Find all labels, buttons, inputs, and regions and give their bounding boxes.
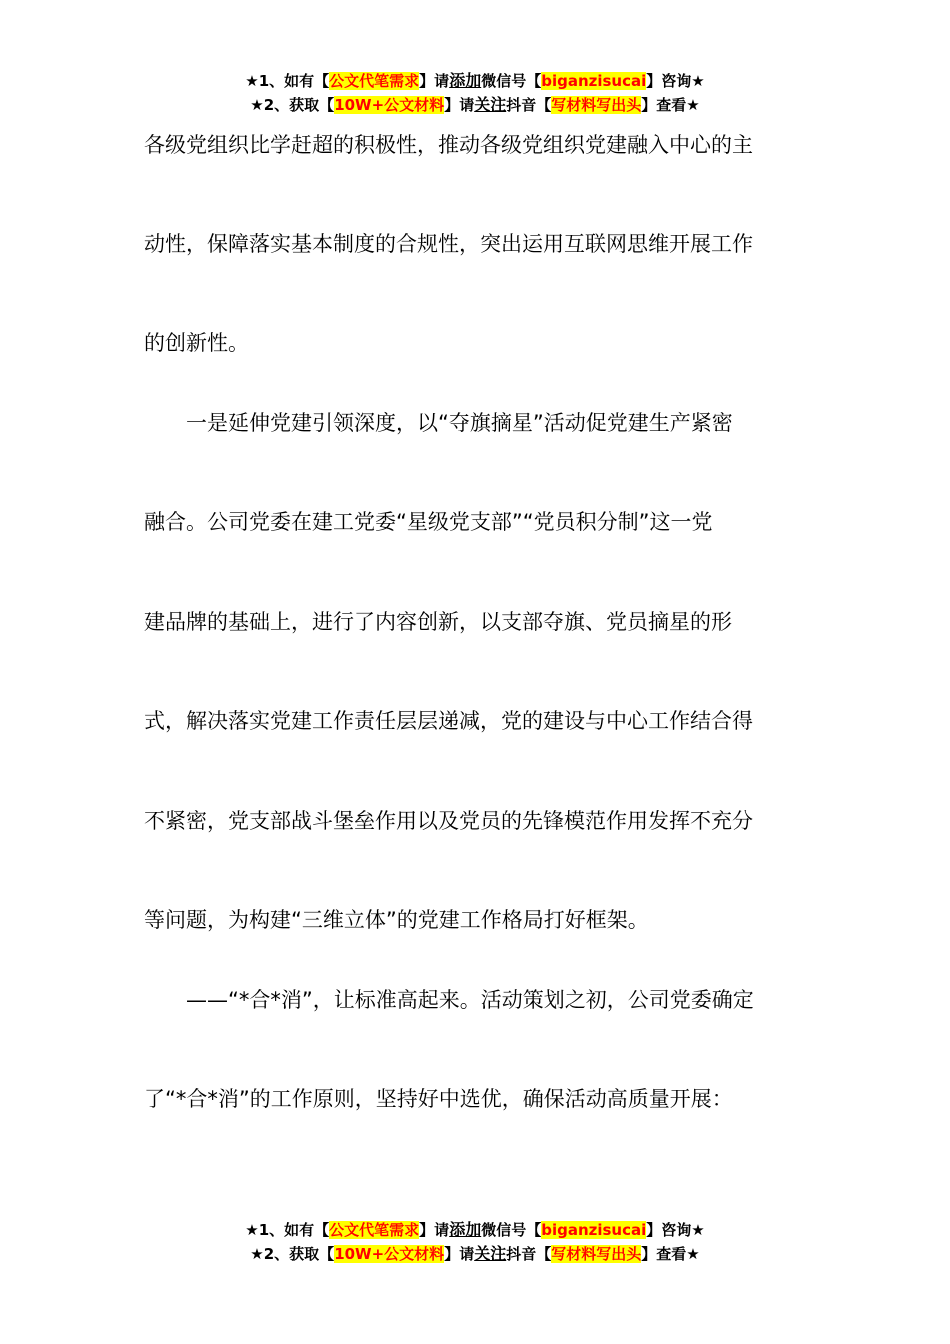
highlight-service: 公文代笔需求 — [329, 72, 420, 90]
body-line: 等问题，为构建“三维立体”的党建工作格局打好框架。 — [144, 908, 649, 932]
highlight-douyin: 写材料写出头 — [551, 96, 642, 114]
banner-line-2: ★2、获取【10W+公文材料】请关注抖音【写材料写出头】查看★ — [250, 95, 700, 114]
body-line: ——“*合*消”，让标准高起来。活动策划之初，公司党委确定 — [144, 988, 754, 1012]
body-line: 建品牌的基础上，进行了内容创新，以支部夺旗、党员摘星的形 — [144, 610, 732, 634]
highlight-materials: 10W+公文材料 — [334, 1245, 445, 1263]
banner-line-2: ★2、获取【10W+公文材料】请关注抖音【写材料写出头】查看★ — [250, 1244, 700, 1263]
highlight-wechat-id: biganzisucai — [541, 1221, 647, 1239]
highlight-materials: 10W+公文材料 — [334, 96, 445, 114]
banner-line-1: ★1、如有【公文代笔需求】请添加微信号【biganzisucai】咨询★ — [245, 1220, 705, 1239]
body-line: 不紧密，党支部战斗堡垒作用以及党员的先锋模范作用发挥不充分 — [144, 809, 753, 833]
highlight-wechat-id: biganzisucai — [541, 72, 647, 90]
body-line: 融合。公司党委在建工党委“星级党支部”“党员积分制”这一党 — [144, 510, 713, 534]
body-line: 了“*合*消”的工作原则，坚持好中选优，确保活动高质量开展： — [144, 1087, 733, 1111]
body-line: 的创新性。 — [144, 331, 249, 355]
body-line: 动性，保障落实基本制度的合规性，突出运用互联网思维开展工作 — [144, 232, 753, 256]
footer-banner — [0, 1218, 950, 1266]
header-banner — [0, 69, 950, 117]
banner-line-1: ★1、如有【公文代笔需求】请添加微信号【biganzisucai】咨询★ — [245, 71, 705, 90]
highlight-douyin: 写材料写出头 — [551, 1245, 642, 1263]
body-line: 式，解决落实党建工作责任层层递减，党的建设与中心工作结合得 — [144, 709, 753, 733]
body-line: 一是延伸党建引领深度，以“夺旗摘星”活动促党建生产紧密 — [144, 411, 733, 435]
highlight-service: 公文代笔需求 — [329, 1221, 420, 1239]
body-line: 各级党组织比学赶超的积极性，推动各级党组织党建融入中心的主 — [144, 133, 753, 157]
